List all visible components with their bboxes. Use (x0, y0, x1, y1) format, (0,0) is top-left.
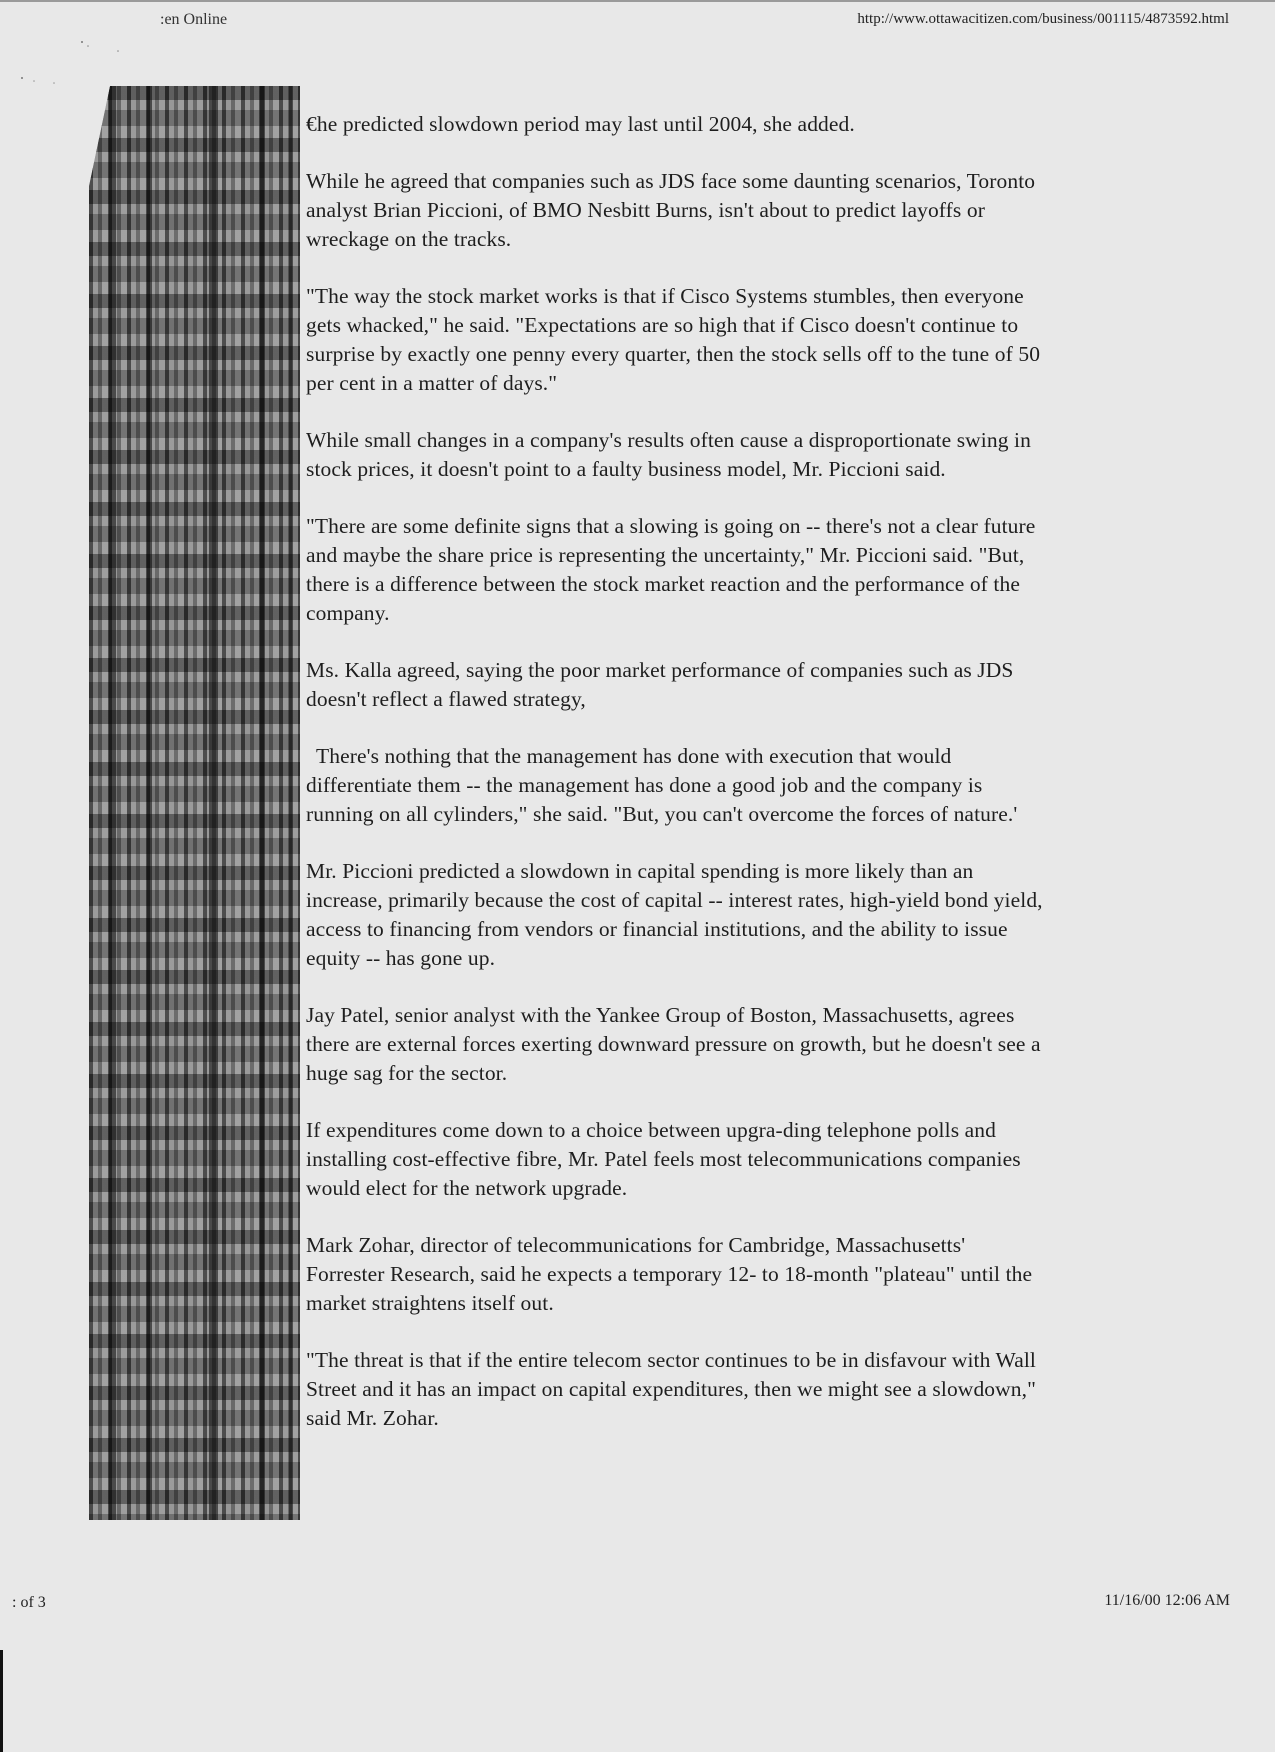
print-timestamp: 11/16/00 12:06 AM (1104, 1592, 1230, 1609)
scan-edge-mark (0, 1650, 3, 1752)
page-number: : of 3 (12, 1594, 46, 1611)
article-paragraph: While he agreed that companies such as JDS face some daunting scenarios, Toronto analyst Brian Piccioni, of BMO Nesbitt Burns, isn't about to predict layoffs or wreckage on the tracks. (306, 169, 1036, 251)
article-paragraph: "The way the stock market works is that if Cisco Systems stumbles, then everyone gets whacked," he said. "Expectations are so high that if Cisco doesn't continue to surprise by exactly one penny every quarter, then the stock sells off to the tune of 50 per cent in a matter of days." (306, 284, 1041, 395)
article-paragraph: "There are some definite signs that a slowing is going on -- there's not a clear future and maybe the share price is representing the uncertainty," Mr. Piccioni said. "But, there is a difference between the stock market reaction and the performance of the company. (306, 514, 1036, 625)
article-paragraph: Mark Zohar, director of telecommunications for Cambridge, Massachusetts' Forrester Research, said he expects a temporary 12- to 18-month "plateau" until the market straightens itself out. (306, 1233, 1033, 1315)
site-title: :en Online (160, 11, 228, 28)
page-url: http://www.ottawacitizen.com/business/001115/4873592.html (857, 11, 1229, 27)
article-paragraph: Mr. Piccioni predicted a slowdown in capital spending is more likely than an increase, primarily because the cost of capital -- interest rates, high-yield bond yield, access to financing from vendors or financial institutions, and the ability to issue equity -- has gone up. (306, 859, 1043, 970)
scanned-photo-strip (89, 86, 300, 1520)
article-paragraph: "The threat is that if the entire telecom sector continues to be in disfavour with Wall Street and it has an impact on capital expenditures, then we might see a slowdown," said Mr. Zohar. (306, 1348, 1037, 1430)
article-paragraph: Jay Patel, senior analyst with the Yankee Group of Boston, Massachusetts, agrees there are external forces exerting downward pressure on growth, but he doesn't see a huge sag for the sector. (306, 1003, 1041, 1085)
article-paragraph: There's nothing that the management has done with execution that would differentiate them -- the management has done a good job and the company is running on all cylinders," she said. "But, you can't overcome the forces of nature.' (306, 744, 1018, 826)
page-top-rule (0, 0, 1275, 2)
article-paragraph: €he predicted slowdown period may last until 2004, she added. (306, 112, 855, 136)
article-paragraph: Ms. Kalla agreed, saying the poor market performance of companies such as JDS doesn't reflect a flawed strategy, (306, 658, 1014, 711)
article-paragraph: If expenditures come down to a choice between upgra-ding telephone polls and installing cost-effective fibre, Mr. Patel feels most telecommunications companies would elect for the network upgrade. (306, 1118, 1021, 1200)
article-body (306, 110, 1046, 1461)
article-paragraph: While small changes in a company's results often cause a disproportionate swing in stock prices, it doesn't point to a faulty business model, Mr. Piccioni said. (306, 428, 1031, 481)
